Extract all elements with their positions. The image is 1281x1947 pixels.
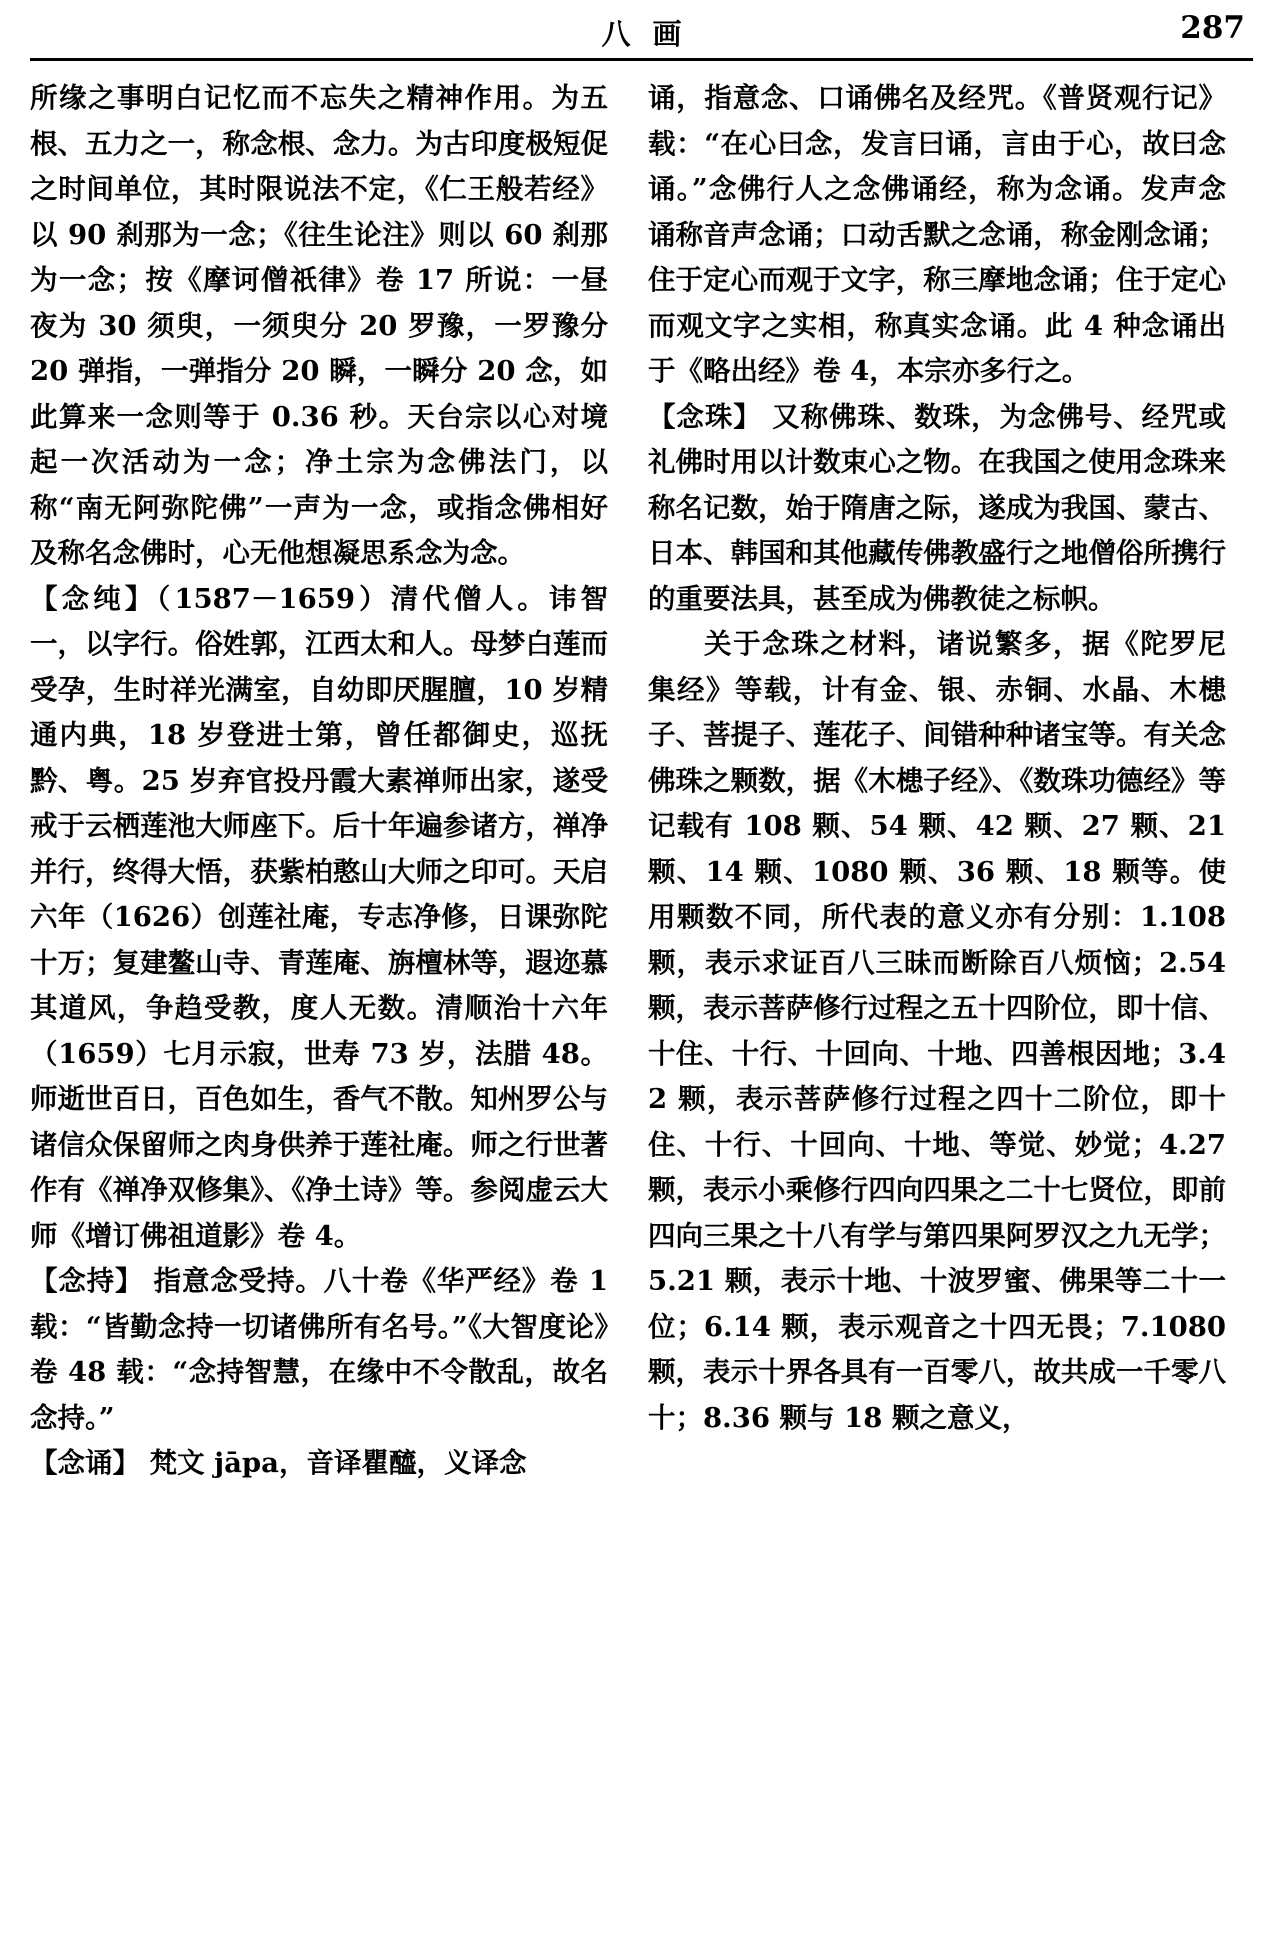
entry-niannchun: 【念纯】（1587－1659）清代僧人。讳智一，以字行。俗姓郭，江西太和人。母梦白莲而受孕，生时祥光满室，自幼即厌腥膻，10 岁精通内典，18 岁登进士第，曾任都御史，巡抚黔、粤。25 岁弃官投丹霞大素禅师出家，遂受戒于云栖莲池大师座下。后十年遍参诸方，禅净并行，终得大悟，获紫柏憨山大师之印可。天启六年（1626）创莲社庵，专志净修，日课弥陀十万；复建鳌山寺、青莲庵、旃檀林等，遐迩慕其道风，争趋受教，度人无数。清顺治十六年（1659）七月示寂，世寿 73 岁，法腊 48。师逝世百日，百色如生，香气不散。知州罗公与诸信众保留师之肉身供养于莲社庵。师之行世著作有《禅净双修集》、《净土诗》等。参阅虚云大师《增订佛祖道影》卷 4。 [30, 582, 608, 1252]
entry-nianchi: 【念持】 指意念受持。八十卷《华严经》卷 1 载：“皆勤念持一切诸佛所有名号。”《大智度论》卷 48 载：“念持智慧，在缘中不令散乱，故名念持。” [30, 1265, 608, 1434]
page-header [30, 10, 1253, 62]
page-number: 287 [1180, 10, 1245, 46]
two-column-body [30, 76, 1253, 1936]
paragraph: 关于念珠之材料，诸说繁多，据《陀罗尼集经》等载，计有金、银、赤铜、水晶、木槵子、菩提子、莲花子、间错种种诸宝等。有关念佛珠之颗数，据《木槵子经》、《数珠功德经》等记载有 108 颗、54 颗、42 颗、27 颗、21 颗、14 颗、1080 颗、36 颗、18 颗等。使用颗数不同，所代表的意义亦有分别：1.108 颗，表示求证百八三昧而断除百八烦恼；2.54 颗，表示菩萨修行过程之五十四阶位，即十信、十住、十行、十回向、十地、四善根因地；3.42 颗，表示菩萨修行过程之四十二阶位，即十住、十行、十回向、十地、等觉、妙觉；4.27 颗，表示小乘修行四向四果之二十七贤位，即前四向三果之十八有学与第四果阿罗汉之九无学；5.21 颗，表示十地、十波罗蜜、佛果等二十一位；6.14 颗，表示观音之十四无畏；7.1080 颗，表示十界各具有一百零八，故共成一千零八十；8.36 颗与 18 颗之意义， [648, 628, 1226, 1434]
right-column [648, 76, 1226, 1936]
left-column [30, 76, 608, 1936]
paragraph: 诵，指意念、口诵佛名及经咒。《普贤观行记》载：“在心曰念，发言曰诵，言由于心，故曰念诵。”念佛行人之念佛诵经，称为念诵。发声念诵称音声念诵；口动舌默之念诵，称金刚念诵；住于定心而观于文字，称三摩地念诵；住于定心而观文字之实相，称真实念诵。此 4 种念诵出于《略出经》卷 4，本宗亦多行之。 [648, 82, 1226, 387]
entry-niansong: 【念诵】 梵文 jāpa，音译瞿醯，义译念 [30, 1447, 527, 1479]
header-divider [30, 58, 1253, 61]
entry-nianzhu: 【念珠】 又称佛珠、数珠，为念佛号、经咒或礼佛时用以计数束心之物。在我国之使用念珠来称名记数，始于隋唐之际，遂成为我国、蒙古、日本、韩国和其他藏传佛教盛行之地僧俗所携行的重要法具，甚至成为佛教徒之标帜。 [648, 400, 1226, 615]
running-title: 八画 [601, 17, 704, 51]
paragraph: 所缘之事明白记忆而不忘失之精神作用。为五根、五力之一，称念根、念力。为古印度极短促之时间单位，其时限说法不定，《仁王般若经》以 90 刹那为一念；《往生论注》则以 60 刹那为一念；按《摩诃僧祇律》卷 17 所说：一昼夜为 30 须臾，一须臾分 20 罗豫，一罗豫分 20 弹指，一弹指分 20 瞬，一瞬分 20 念，如此算来一念则等于 0.36 秒。天台宗以心对境起一次活动为一念；净土宗为念佛法门，以称“南无阿弥陀佛”一声为一念，或指念佛相好及称名念佛时，心无他想凝思系念为念。 [30, 82, 608, 569]
